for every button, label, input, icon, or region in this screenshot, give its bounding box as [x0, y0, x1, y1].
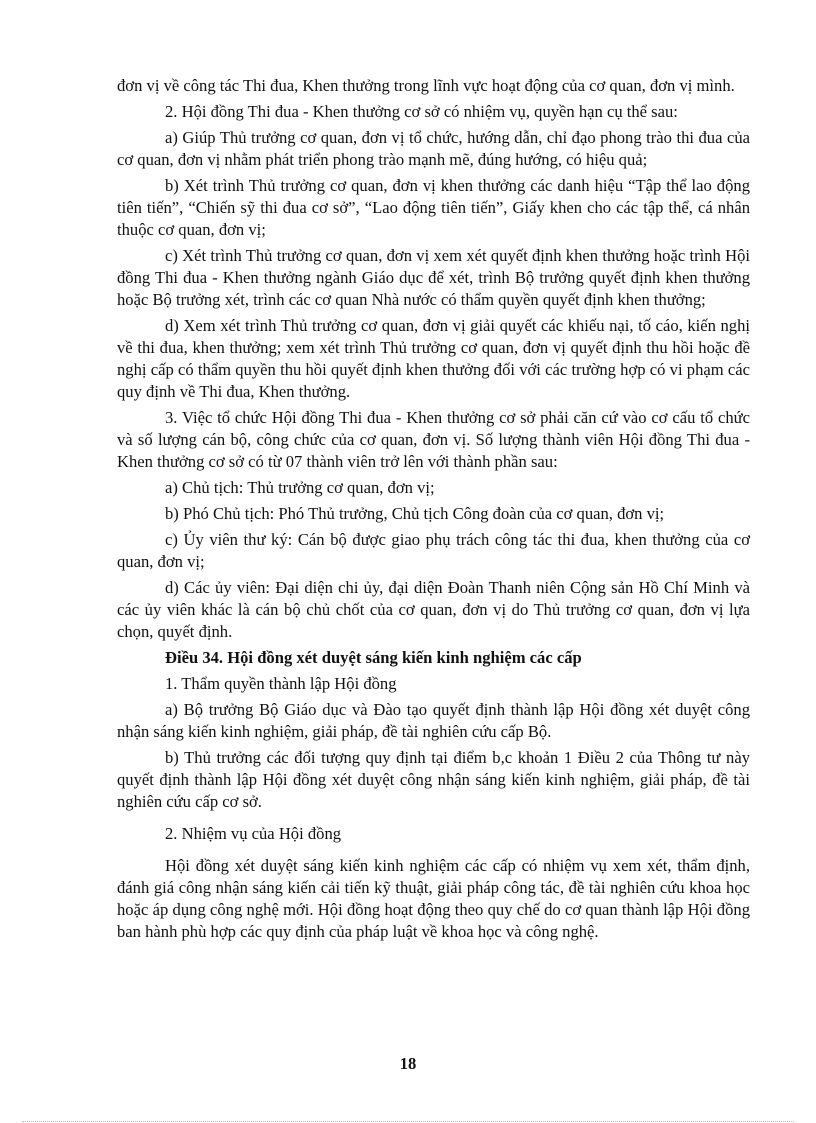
- paragraph-a34-clause-1b: b) Thủ trưởng các đối tượng quy định tại điểm b,c khoản 1 Điều 2 của Thông tư này quyết định thành lập Hội đồng xét duyệt công nhận sáng kiến kinh nghiệm, giải pháp, đề tài nghiên cứu cấp cơ sở.: [117, 748, 750, 811]
- body-text: [117, 75, 750, 947]
- paragraph-clause-3d: d) Các ủy viên: Đại diện chi ủy, đại diện Đoàn Thanh niên Cộng sản Hồ Chí Minh và các ủy viên khác là cán bộ chủ chốt của cơ quan, đơn vị do Thủ trưởng cơ quan, đơn vị lựa chọn, quyết định.: [117, 578, 750, 641]
- paragraph-clause-2d: d) Xem xét trình Thủ trưởng cơ quan, đơn vị giải quyết các khiếu nại, tố cáo, kiến nghị về thi đua, khen thưởng; xem xét trình Thủ trưởng cơ quan, đơn vị quyết định thu hồi hoặc đề nghị cấp có thẩm quyền thu hồi quyết định khen thưởng đối với các trường hợp có vi phạm các quy định về Thi đua, Khen thưởng.: [117, 316, 750, 401]
- page-number: 18: [399, 1054, 417, 1073]
- paragraph-clause-3: 3. Việc tổ chức Hội đồng Thi đua - Khen thưởng cơ sở phải căn cứ vào cơ cấu tổ chức và số lượng cán bộ, công chức của cơ quan, đơn vị. Số lượng thành viên Hội đồng Thi đua - Khen thưởng cơ sở có từ 07 thành viên trở lên với thành phần sau:: [117, 408, 750, 471]
- paragraph-a34-clause-1: 1. Thẩm quyền thành lập Hội đồng: [165, 674, 397, 693]
- paragraph-clause-2: 2. Hội đồng Thi đua - Khen thưởng cơ sở có nhiệm vụ, quyền hạn cụ thể sau:: [165, 102, 678, 121]
- paragraph-clause-3b: b) Phó Chủ tịch: Phó Thủ trưởng, Chủ tịch Công đoàn của cơ quan, đơn vị;: [165, 504, 665, 523]
- page-bottom-divider: [22, 1121, 794, 1122]
- paragraph-clause-2c: c) Xét trình Thủ trưởng cơ quan, đơn vị xem xét quyết định khen thưởng hoặc trình Hội đồng Thi đua - Khen thưởng ngành Giáo dục để xét, trình Bộ trưởng quyết định khen thưởng hoặc Bộ trưởng xét, trình các cơ quan Nhà nước có thẩm quyền quyết định khen thưởng;: [117, 246, 750, 309]
- paragraph-a34-clause-2-body: Hội đồng xét duyệt sáng kiến kinh nghiệm các cấp có nhiệm vụ xem xét, thẩm định, đánh giá công nhận sáng kiến cải tiến kỹ thuật, giải pháp công tác, đề tài nghiên cứu khoa học hoặc áp dụng công nghệ mới. Hội đồng hoạt động theo quy chế do cơ quan thành lập Hội đồng ban hành phù hợp các quy định của pháp luật về khoa học và công nghệ.: [117, 856, 750, 941]
- paragraph-clause-3c: c) Ủy viên thư ký: Cán bộ được giao phụ trách công tác thi đua, khen thưởng của cơ quan, đơn vị;: [117, 530, 750, 571]
- article-34-heading: Điều 34. Hội đồng xét duyệt sáng kiến kinh nghiệm các cấp: [165, 648, 582, 667]
- paragraph-continuation: đơn vị về công tác Thi đua, Khen thưởng trong lĩnh vực hoạt động của cơ quan, đơn vị mình.: [117, 76, 735, 95]
- paragraph-clause-3a: a) Chủ tịch: Thủ trưởng cơ quan, đơn vị;: [165, 478, 435, 497]
- paragraph-clause-2b: b) Xét trình Thủ trưởng cơ quan, đơn vị khen thưởng các danh hiệu “Tập thể lao động tiên tiến”, “Chiến sỹ thi đua cơ sở”, “Lao động tiên tiến”, Giấy khen cho các tập thể, cá nhân thuộc cơ quan, đơn vị;: [117, 176, 750, 239]
- paragraph-a34-clause-2: 2. Nhiệm vụ của Hội đồng: [165, 824, 342, 843]
- paragraph-a34-clause-1a: a) Bộ trưởng Bộ Giáo dục và Đào tạo quyết định thành lập Hội đồng xét duyệt công nhận sáng kiến kinh nghiệm, giải pháp, đề tài nghiên cứu cấp Bộ.: [117, 700, 750, 741]
- paragraph-clause-2a: a) Giúp Thủ trưởng cơ quan, đơn vị tổ chức, hướng dẫn, chỉ đạo phong trào thi đua của cơ quan, đơn vị nhằm phát triển phong trào mạnh mẽ, đúng hướng, có hiệu quả;: [117, 128, 750, 169]
